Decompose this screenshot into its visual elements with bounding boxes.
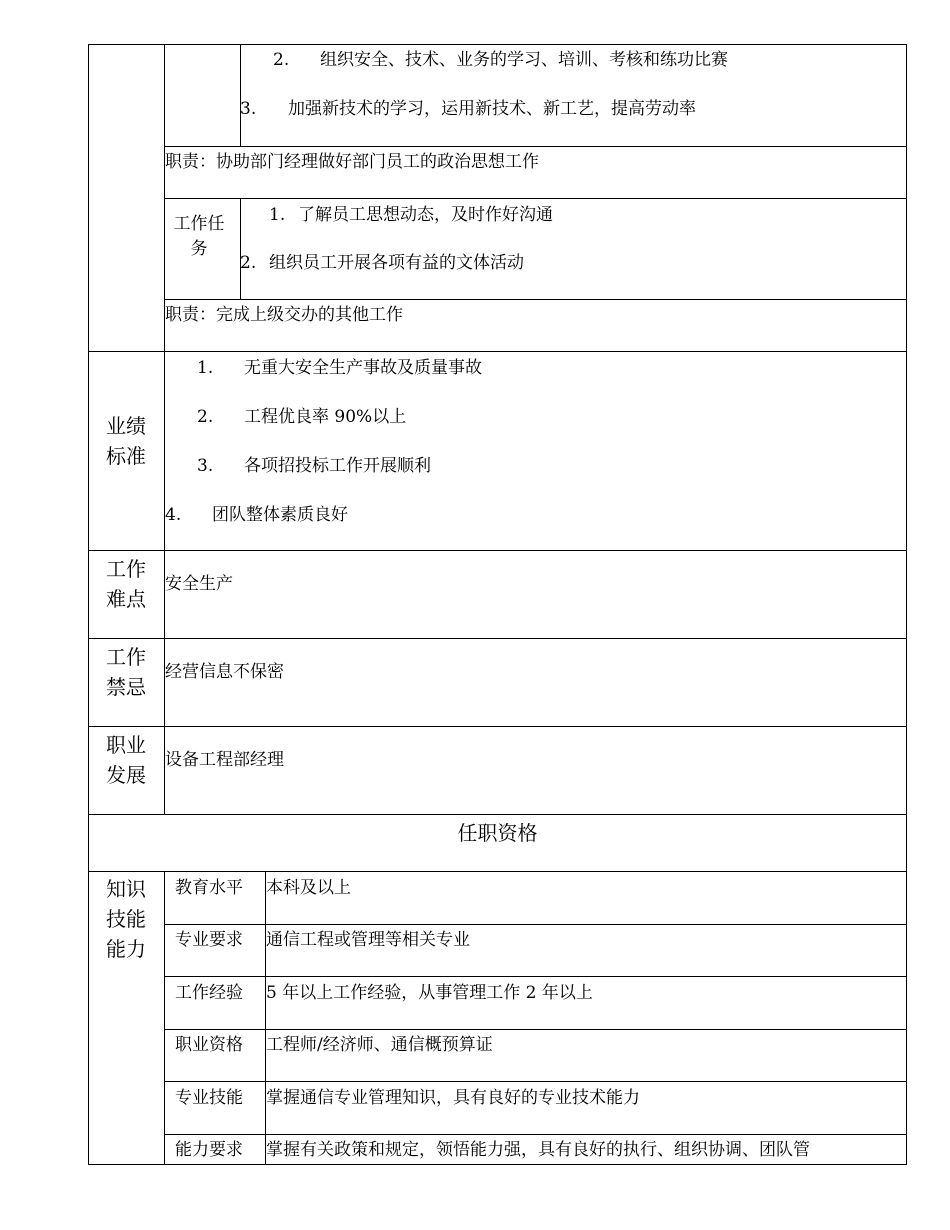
knowledge-label-line3: 能力 bbox=[106, 937, 146, 961]
task-b-2-num: 2. bbox=[240, 253, 257, 273]
career-label-line1: 职业 bbox=[106, 733, 146, 757]
duty-political-work: 职责：协助部门经理做好部门员工的政治思想工作 bbox=[165, 152, 539, 172]
knowledge-value-experience: 5 年以上工作经验，从事管理工作 2 年以上 bbox=[266, 983, 593, 1003]
knowledge-key-education: 教育水平 bbox=[175, 878, 243, 898]
career-label bbox=[88, 730, 164, 790]
task-label bbox=[149, 214, 249, 259]
performance-item-1-text: 无重大安全生产事故及质量事故 bbox=[244, 358, 482, 378]
task-a-1-num: 2. bbox=[273, 50, 290, 70]
performance-item-2-text: 工程优良率 90%以上 bbox=[244, 407, 407, 427]
performance-item-1-num: 1. bbox=[197, 358, 214, 378]
knowledge-value-education: 本科及以上 bbox=[266, 878, 351, 898]
performance-item-2-num: 2. bbox=[197, 407, 214, 427]
performance-label bbox=[88, 411, 164, 471]
task-b-1-text: 了解员工思想动态，及时作好沟通 bbox=[298, 205, 553, 225]
knowledge-value-ability: 掌握有关政策和规定，领悟能力强，具有良好的执行、组织协调、团队管 bbox=[266, 1140, 810, 1160]
taboo-label bbox=[88, 642, 164, 702]
task-a-2-text: 加强新技术的学习，运用新技术、新工艺，提高劳动率 bbox=[288, 99, 696, 119]
difficulty-label bbox=[88, 554, 164, 614]
knowledge-value-certificate: 工程师/经济师、通信概预算证 bbox=[266, 1035, 493, 1055]
task-a-1-text: 组织安全、技术、业务的学习、培训、考核和练功比赛 bbox=[320, 50, 728, 70]
performance-label-line1: 业绩 bbox=[106, 414, 146, 438]
knowledge-value-skills: 掌握通信专业管理知识，具有良好的专业技术能力 bbox=[266, 1088, 640, 1108]
task-b-1-num: 1. bbox=[269, 205, 286, 225]
performance-item-3-num: 3. bbox=[197, 456, 214, 476]
taboo-label-line1: 工作 bbox=[106, 645, 146, 669]
task-b-2-text: 组织员工开展各项有益的文体活动 bbox=[269, 253, 524, 273]
knowledge-label-line2: 技能 bbox=[106, 907, 146, 931]
performance-label-line2: 标准 bbox=[106, 444, 146, 468]
knowledge-key-ability: 能力要求 bbox=[175, 1140, 243, 1160]
task-label-line1: 工作任 bbox=[173, 214, 225, 234]
qualification-title: 任职资格 bbox=[457, 821, 538, 845]
knowledge-label-line1: 知识 bbox=[106, 877, 146, 901]
knowledge-key-major: 专业要求 bbox=[175, 930, 243, 950]
knowledge-key-skills: 专业技能 bbox=[175, 1088, 243, 1108]
duty-other-work: 职责：完成上级交办的其他工作 bbox=[165, 305, 403, 325]
task-a-2-num: 3. bbox=[240, 99, 257, 119]
career-value: 设备工程部经理 bbox=[165, 750, 284, 770]
knowledge-value-major: 通信工程或管理等相关专业 bbox=[266, 930, 470, 950]
difficulty-label-line2: 难点 bbox=[106, 587, 146, 611]
knowledge-key-experience: 工作经验 bbox=[175, 983, 243, 1003]
career-label-line2: 发展 bbox=[106, 763, 146, 787]
performance-item-4-text: 团队整体素质良好 bbox=[212, 505, 348, 525]
task-label-line2: 务 bbox=[190, 239, 208, 259]
difficulty-label-line1: 工作 bbox=[106, 557, 146, 581]
knowledge-label bbox=[88, 874, 164, 964]
taboo-value: 经营信息不保密 bbox=[165, 662, 284, 682]
difficulty-value: 安全生产 bbox=[165, 574, 233, 594]
taboo-label-line2: 禁忌 bbox=[106, 675, 146, 699]
performance-item-3-text: 各项招投标工作开展顺利 bbox=[244, 456, 431, 476]
performance-item-4-num: 4. bbox=[165, 505, 182, 525]
knowledge-key-certificate: 职业资格 bbox=[175, 1035, 243, 1055]
